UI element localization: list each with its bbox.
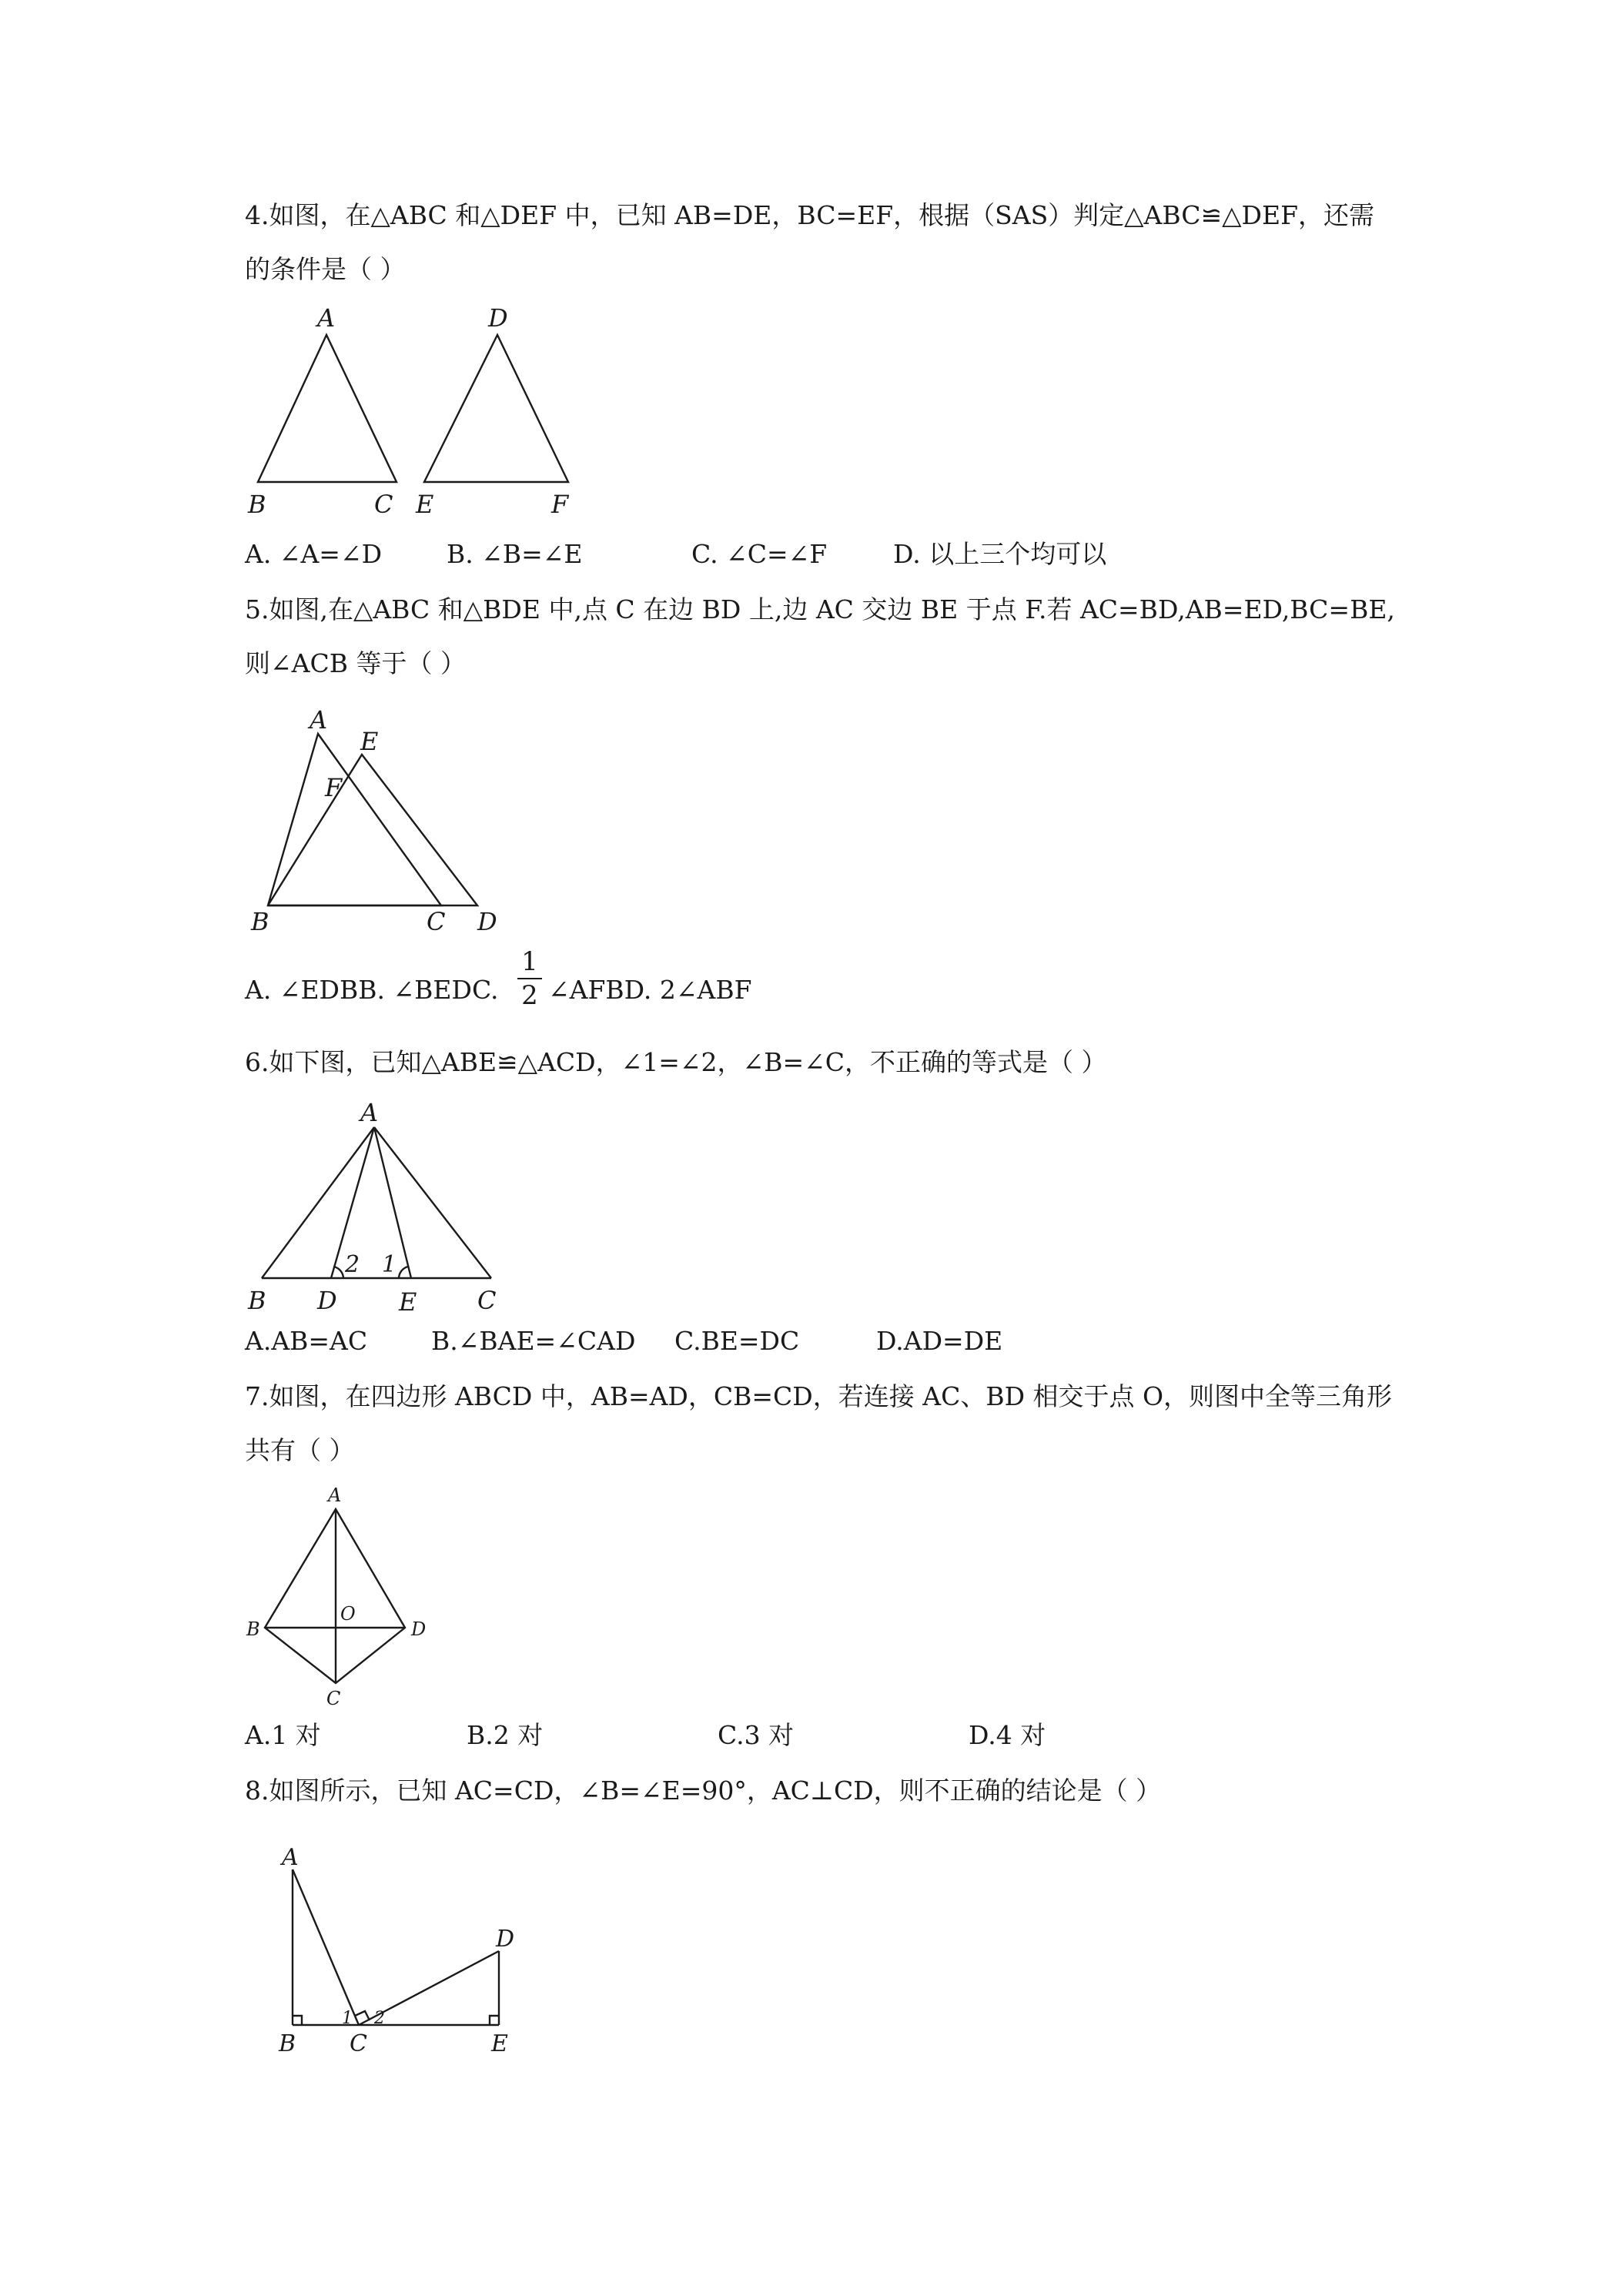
q4-option-d: D. 以上三个均可以: [893, 539, 1107, 569]
q4-label-f: F: [551, 490, 569, 519]
q8-right-angle-b: [293, 2016, 302, 2025]
q7-label-d: D: [411, 1618, 427, 1640]
q6-option-d: D.AD=DE: [876, 1326, 1003, 1356]
q5-options-before: A. ∠EDBB. ∠BEDC.: [245, 975, 499, 1005]
q8-label-b: B: [279, 2030, 296, 2057]
q8-label-2: 2: [374, 2009, 385, 2028]
q4-option-b: B. ∠B=∠E: [447, 539, 583, 569]
q4-figure: [245, 300, 599, 524]
q7-figure: [245, 1481, 445, 1712]
q6-figure: [245, 1093, 522, 1317]
q5-label-f: F: [325, 773, 343, 802]
q4-label-b: B: [248, 490, 266, 519]
q6-label-e: E: [399, 1287, 417, 1317]
q8-figure: [245, 1831, 537, 2077]
q5-stem-line1: 5.如图,在△ABC 和△BDE 中,点 C 在边 BD 上,边 AC 交边 BE 于点 F.若 AC=BD,AB=ED,BC=BE,: [245, 594, 1395, 624]
q7-option-d: D.4 对: [969, 1720, 1046, 1750]
q5-triangle-abc: [268, 734, 441, 905]
q5-label-d: D: [477, 907, 497, 936]
q6-label-2: 2: [345, 1251, 360, 1278]
q4-stem-line2: 的条件是（ ）: [245, 254, 406, 284]
q4-stem-line1: 4.如图，在△ABC 和△DEF 中，已知 AB=DE，BC=EF，根据（SAS）判定△ABC≌△DEF，还需: [245, 200, 1374, 230]
q5-fraction-denominator: 2: [521, 980, 538, 1011]
q8-label-d: D: [496, 1926, 515, 1953]
q5-fraction: [514, 947, 545, 1010]
q6-angle-2-arc: [333, 1267, 343, 1278]
q6-label-b: B: [248, 1286, 266, 1315]
q6-option-a: A.AB=AC: [245, 1326, 368, 1356]
q6-option-c: C.BE=DC: [674, 1326, 800, 1356]
q7-option-b: B.2 对: [467, 1720, 544, 1750]
q5-label-c: C: [427, 907, 446, 936]
q7-option-c: C.3 对: [718, 1720, 795, 1750]
q4-option-a: A. ∠A=∠D: [245, 539, 383, 569]
q7-option-a: A.1 对: [245, 1720, 321, 1750]
q5-stem-line2: 则∠ACB 等于（ ）: [245, 648, 466, 678]
q5-label-b: B: [251, 907, 269, 936]
q7-label-b: B: [246, 1618, 260, 1640]
q8-label-e: E: [491, 2030, 508, 2057]
q5-triangle-bde: [268, 755, 477, 905]
q7-stem-line1: 7.如图，在四边形 ABCD 中，AB=AD，CB=CD，若连接 AC、BD 相交于点 O，则图中全等三角形: [245, 1381, 1393, 1411]
q5-fraction-numerator: 1: [521, 946, 538, 977]
q4-label-d: D: [488, 303, 508, 333]
q4-label-a: A: [317, 303, 336, 333]
q5-figure: [245, 699, 522, 936]
q6-label-a: A: [360, 1098, 379, 1127]
q5-options-after: ∠AFBD. 2∠ABF: [548, 975, 752, 1005]
q7-label-c: C: [326, 1688, 341, 1709]
q4-label-c: C: [374, 490, 393, 519]
q8-right-angle-e: [490, 2016, 499, 2025]
q6-label-c: C: [477, 1286, 497, 1315]
q8-label-a: A: [282, 1844, 299, 1871]
q6-angle-1-arc: [399, 1267, 408, 1278]
q8-label-1: 1: [342, 2009, 353, 2028]
q6-stem: 6.如下图，已知△ABE≌△ACD，∠1=∠2，∠B=∠C，不正确的等式是（ ）: [245, 1047, 1107, 1077]
q7-label-a: A: [328, 1484, 342, 1506]
q4-option-c: C. ∠C=∠F: [691, 539, 828, 569]
q6-option-b: B.∠BAE=∠CAD: [431, 1326, 636, 1356]
q4-triangle-abc: [258, 335, 397, 482]
q7-stem-line2: 共有（ ）: [245, 1435, 355, 1465]
q5-label-a: A: [310, 705, 328, 735]
q7-label-o: O: [340, 1603, 356, 1625]
q5-fraction-bar: [517, 978, 542, 979]
q6-label-d: D: [317, 1286, 337, 1315]
q5-label-e: E: [360, 727, 379, 756]
q4-label-e: E: [416, 490, 434, 519]
q8-stem: 8.如图所示，已知 AC=CD，∠B=∠E=90°，AC⊥CD，则不正确的结论是（ ）: [245, 1776, 1162, 1806]
q6-label-1: 1: [382, 1251, 397, 1278]
q8-segment-ac: [293, 1869, 359, 2025]
q8-label-c: C: [350, 2030, 367, 2057]
q4-triangle-def: [424, 335, 568, 482]
